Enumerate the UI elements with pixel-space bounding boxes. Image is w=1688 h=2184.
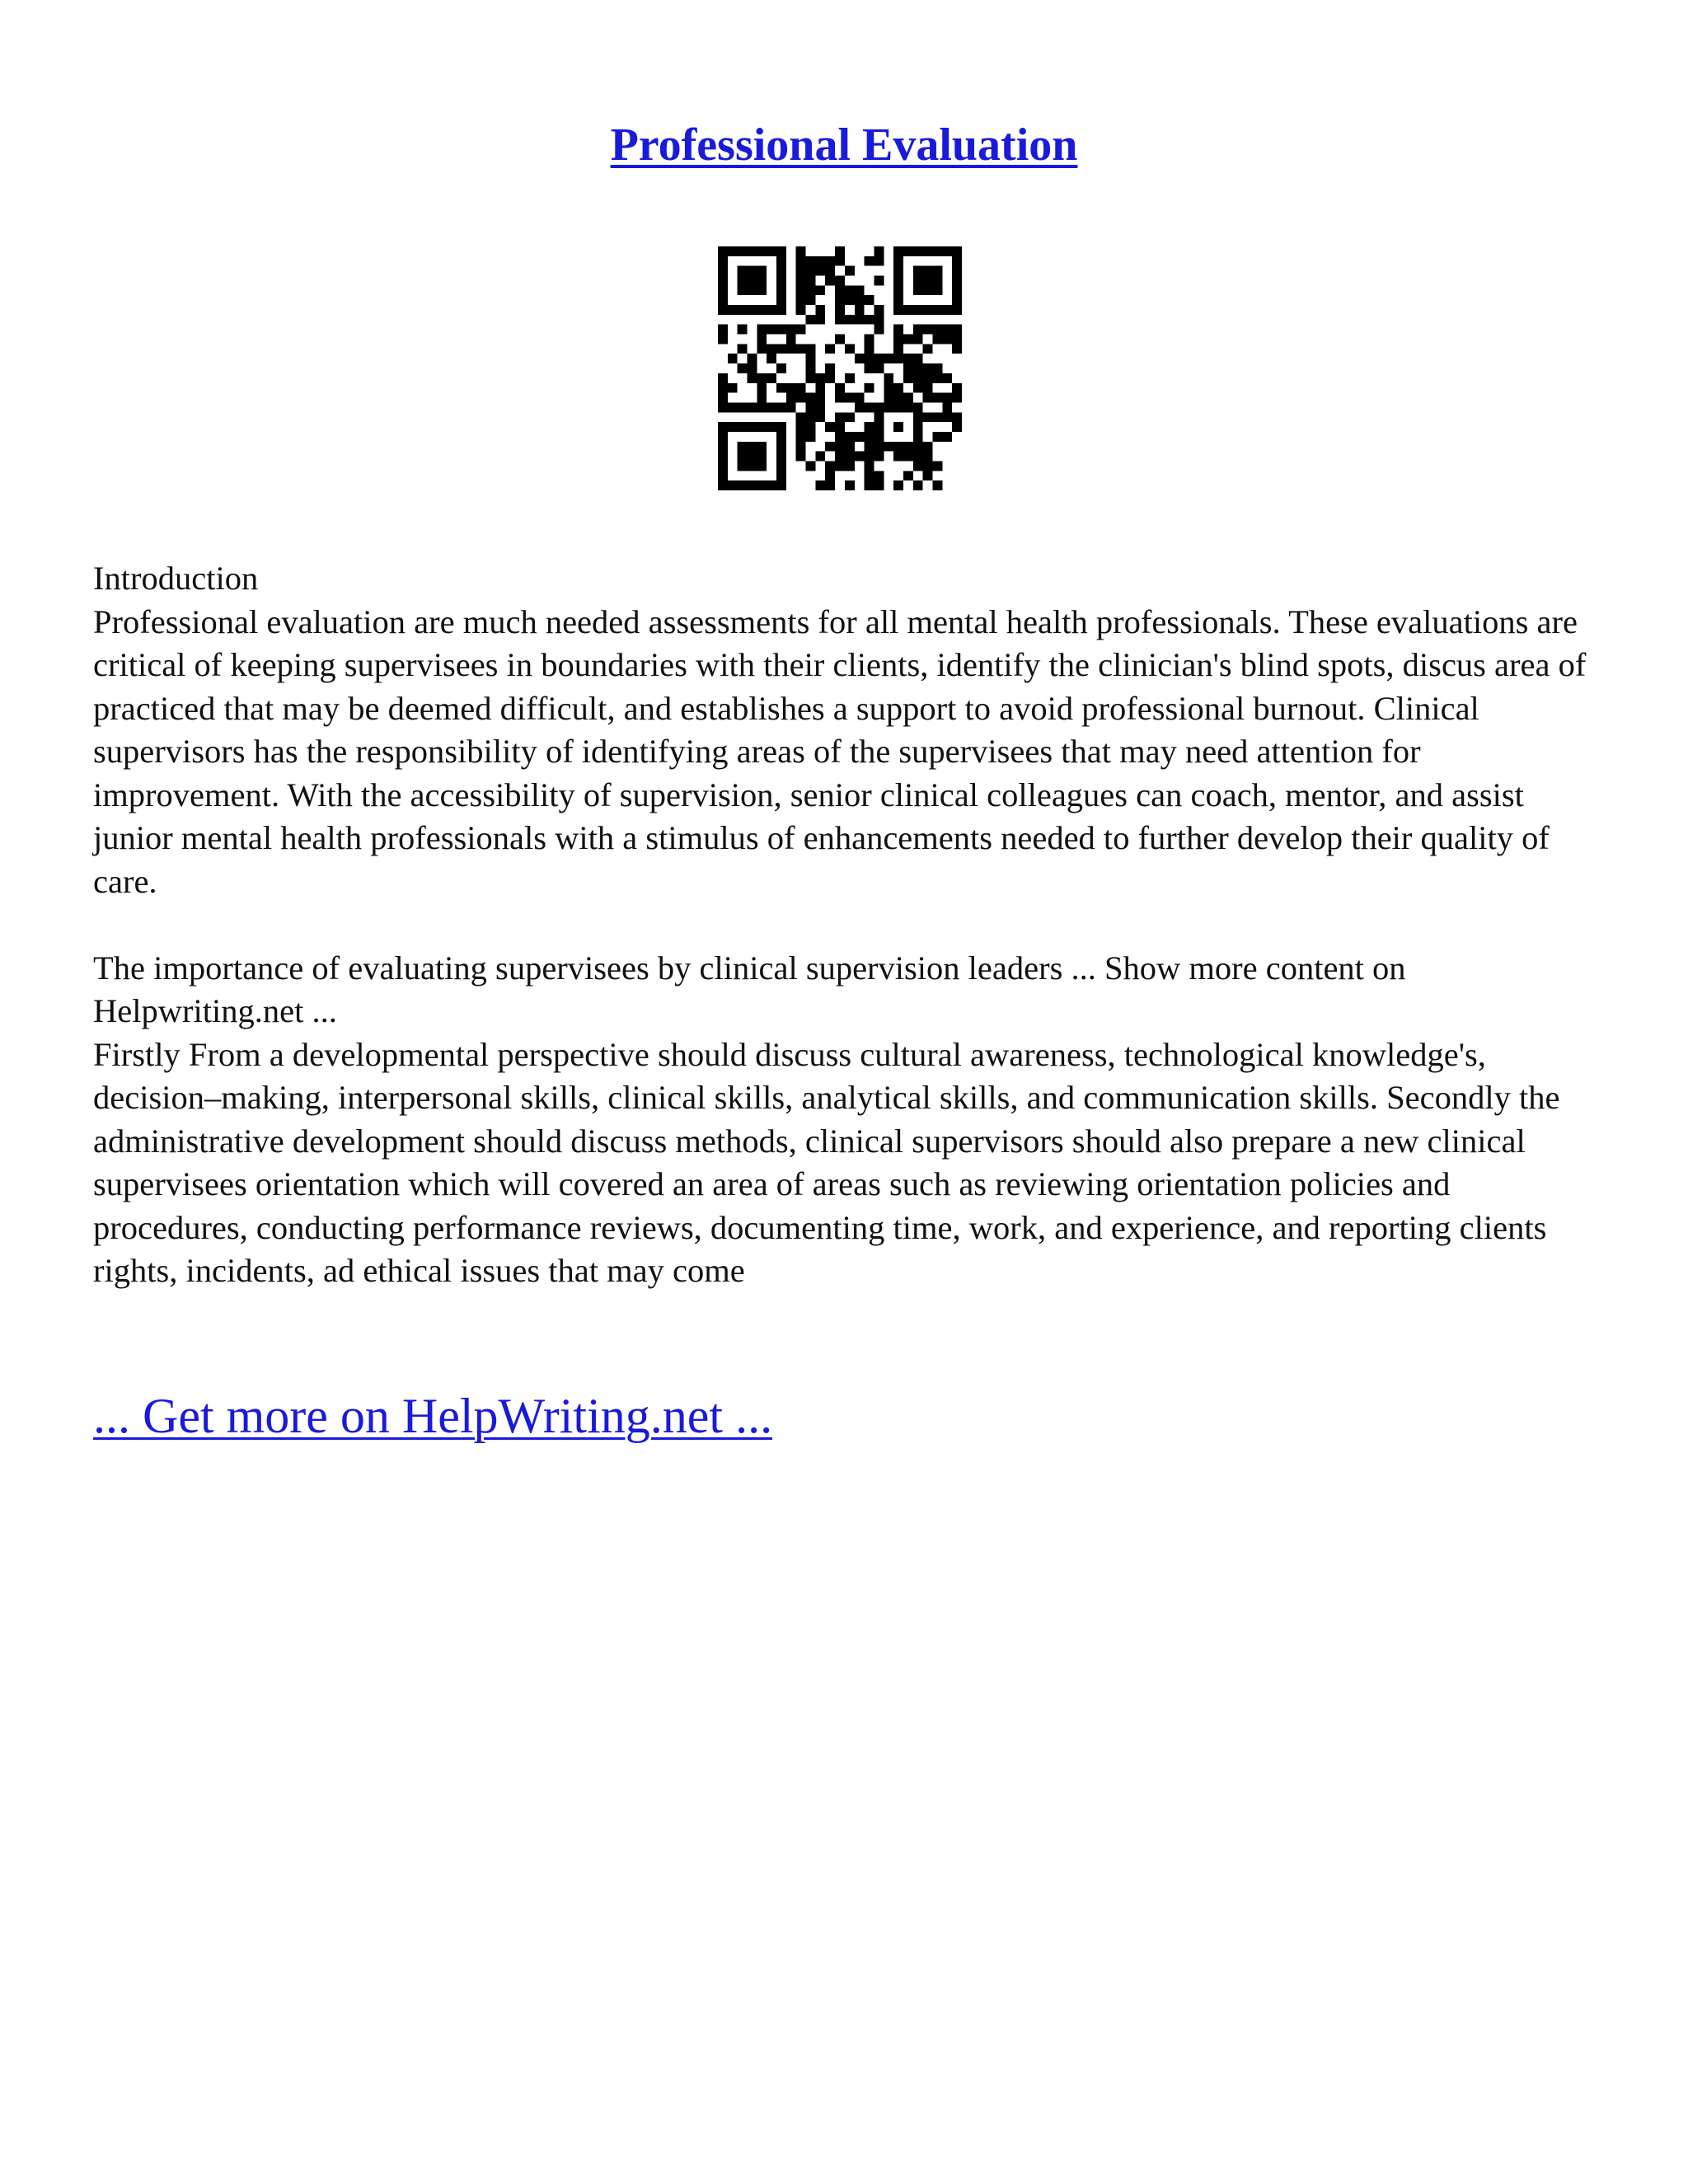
section-heading-introduction: Introduction: [93, 560, 259, 597]
document-body: [93, 557, 1601, 1293]
paragraph-introduction: Professional evaluation are much needed assessments for all mental health professionals. These evaluations are critical of keeping supervisees in boundaries with their clients, identify the clinician's blind spots, discus area of practiced that may be deemed difficult, and establishes a support to avoid professional burnout. Clinical supervisors has the responsibility of identifying areas of the supervisees that may need attention for improvement. With the accessibility of supervision, senior clinical colleagues can coach, mentor, and assist junior mental health professionals with a stimulus of enhancements needed to further develop their quality of care.: [93, 602, 1587, 900]
document-title: [0, 115, 1688, 175]
title-link[interactable]: Professional Evaluation: [610, 120, 1078, 171]
paragraph-development: Firstly From a developmental perspective should discuss cultural awareness, technological knowledge's, decision–making, interpersonal skills, clinical skills, analytical skills, and communication skills. Secondly the administrative development should discuss methods, clinical supervisors should also prepare a new clinical supervisees orientation which will covered an area of areas such as reviewing orientation policies and procedures, conducting performance reviews, documenting time, work, and experience, and reporting clients rights, incidents, ad ethical issues that may come: [93, 1035, 1560, 1289]
qr-code-icon: [718, 246, 962, 490]
get-more-link[interactable]: ... Get more on HelpWriting.net ...: [93, 1389, 773, 1443]
get-more-link-line: [93, 1386, 772, 1446]
paragraph-teaser: The importance of evaluating supervisees by clinical supervision leaders ... Show more content on Helpwriting.net ...: [93, 949, 1406, 1029]
paragraph-spacer: [93, 903, 1601, 947]
